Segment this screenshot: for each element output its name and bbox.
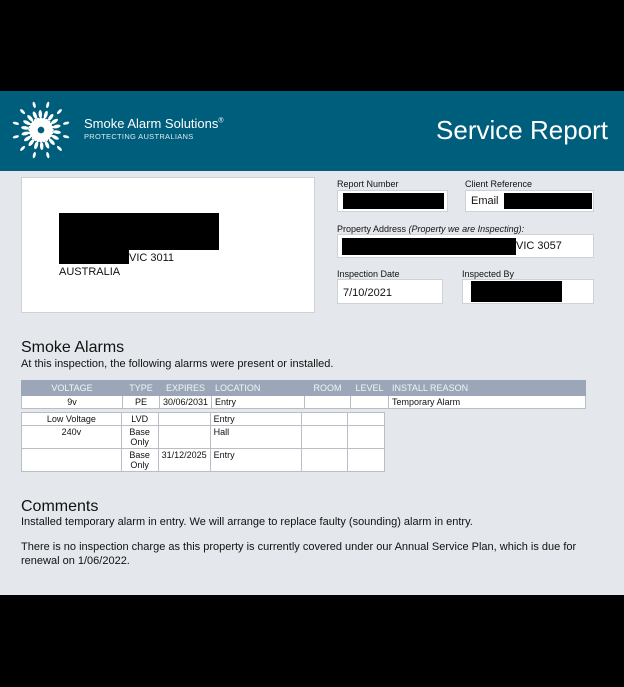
table-cell xyxy=(158,413,210,426)
client-reference-field xyxy=(465,190,594,212)
table-cell xyxy=(305,396,351,409)
table-cell: LVD xyxy=(121,413,158,426)
table-cell xyxy=(302,413,347,426)
redacted-block xyxy=(343,193,444,209)
table-cell xyxy=(351,396,389,409)
table-row xyxy=(22,413,385,426)
redacted-block xyxy=(504,193,592,209)
table-cell xyxy=(302,449,347,472)
column-header: LEVEL xyxy=(351,381,389,396)
comment-line: Installed temporary alarm in entry. We will arrange to replace faulty (sounding) alarm in entry. xyxy=(21,516,473,528)
redacted-block xyxy=(59,250,129,264)
redacted-block xyxy=(471,281,562,302)
table-cell: Base Only xyxy=(121,426,158,449)
table-row xyxy=(22,449,385,472)
comments-heading: Comments xyxy=(21,498,99,515)
table-cell: PE xyxy=(123,396,160,409)
report-header xyxy=(0,91,624,171)
report-title: Service Report xyxy=(436,115,608,145)
table-cell: Hall xyxy=(210,426,302,449)
brand-name: Smoke Alarm Solutions xyxy=(84,116,219,131)
inspected-by-field xyxy=(462,279,594,304)
table-cell xyxy=(158,426,210,449)
column-header: LOCATION xyxy=(212,381,305,396)
recipient-country: AUSTRALIA xyxy=(59,266,121,278)
inspection-date-label: Inspection Date xyxy=(337,269,400,279)
brand-tagline: PROTECTING AUSTRALIANS xyxy=(84,132,194,141)
table-cell: 31/12/2025 xyxy=(158,449,210,472)
inspected-by-label: Inspected By xyxy=(462,269,515,279)
recipient-address-box xyxy=(21,177,315,313)
table-cell xyxy=(347,449,384,472)
smoke-alarms-intro: At this inspection, the following alarms were present or installed. xyxy=(21,358,334,370)
report-number-field xyxy=(337,190,448,212)
column-header: TYPE xyxy=(123,381,160,396)
property-postcode: VIC 3057 xyxy=(516,240,562,252)
report-number-label: Report Number xyxy=(337,179,399,189)
column-header: VOLTAGE xyxy=(22,381,123,396)
table-cell xyxy=(302,426,347,449)
table-cell: Base Only xyxy=(121,449,158,472)
column-header: ROOM xyxy=(305,381,351,396)
redacted-block xyxy=(342,238,516,255)
redacted-block xyxy=(59,213,219,250)
logo-starburst-icon xyxy=(8,97,74,163)
property-address-label-text: Property Address xyxy=(337,224,409,234)
table-cell: Temporary Alarm xyxy=(389,396,586,409)
property-address-note: (Property we are Inspecting): xyxy=(408,224,525,234)
recipient-postcode: VIC 3011 xyxy=(129,252,175,264)
brand-registered-mark: ® xyxy=(218,117,224,125)
table-cell: Entry xyxy=(210,449,302,472)
column-header: INSTALL REASON xyxy=(389,381,586,396)
table-cell xyxy=(347,413,384,426)
table-cell xyxy=(22,449,122,472)
service-report-page xyxy=(0,91,624,595)
property-address-field xyxy=(337,234,594,258)
client-reference-prefix: Email xyxy=(471,195,499,207)
table-cell xyxy=(347,426,384,449)
table-cell: Entry xyxy=(212,396,305,409)
present-alarms-table xyxy=(21,412,385,472)
column-header: EXPIRES xyxy=(160,381,212,396)
table-row xyxy=(22,426,385,449)
comment-line: There is no inspection charge as this property is currently covered under our Annual Service Plan, which is due for renewal on 1/06/2022. xyxy=(21,541,577,567)
table-cell: 30/06/2031 xyxy=(160,396,212,409)
table-row xyxy=(22,396,586,409)
table-header-row xyxy=(22,381,586,396)
table-cell: 240v xyxy=(22,426,122,449)
property-address-label xyxy=(337,224,524,234)
smoke-alarms-heading: Smoke Alarms xyxy=(21,339,125,356)
installed-alarms-table xyxy=(21,380,586,409)
table-cell: Low Voltage xyxy=(22,413,122,426)
inspection-date-field: 7/10/2021 xyxy=(337,279,443,304)
client-reference-label: Client Reference xyxy=(465,179,533,189)
table-cell: Entry xyxy=(210,413,302,426)
table-cell: 9v xyxy=(22,396,123,409)
